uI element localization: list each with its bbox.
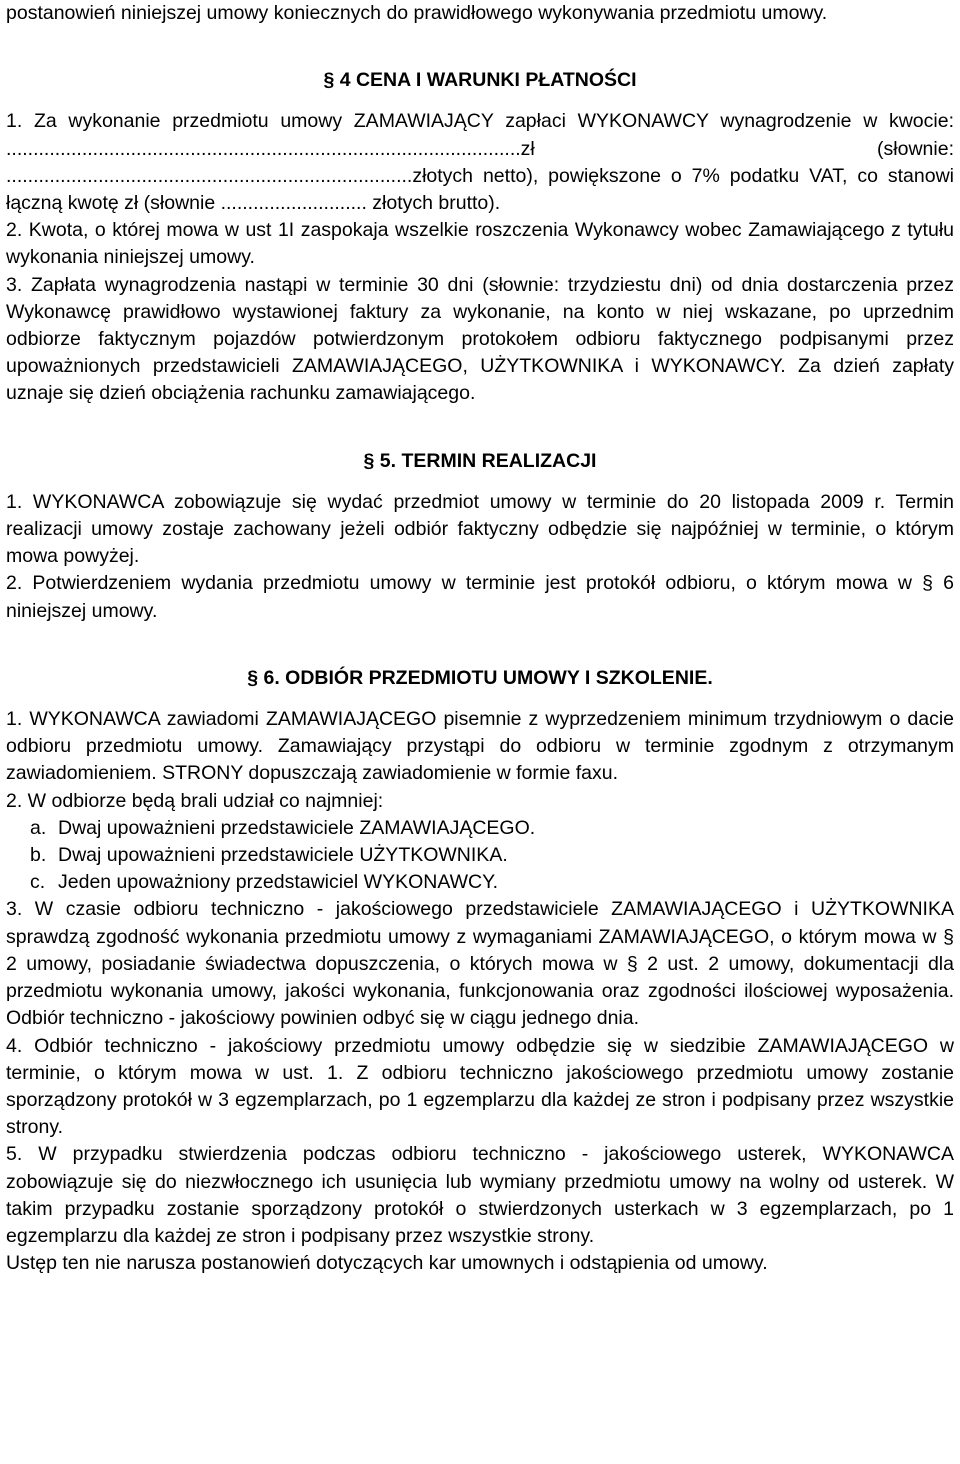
- section-6-paragraph-3: 3. W czasie odbioru techniczno - jakościowego przedstawiciele ZAMAWIAJĄCEGO i UŻYTKOWNIKA sprawdzą zgodność wykonania przedmiotu umowy z wymaganiami ZAMAWIAJĄCEGO, o którym mowa w § 2 umowy, posiadanie świadectwa dopuszczenia, o których mowa w § 2 ust. 2 umowy, dokumentacji dla przedmiotu wykonania umowy, jakości wykonania, funkcjonowania oraz zgodności ilościowej wyposażenia. Odbiór techniczno - jakościowy powinien odbyć się w ciągu jednego dnia.: [6, 898, 954, 1030]
- section-4-paragraph-1: 1. Za wykonanie przedmiotu umowy ZAMAWIAJĄCY zapłaci WYKONAWCY wynagrodzenie w kwocie: ...............................................................................................zł (słownie: ...........................................................................złotych netto), powiększone o 7% podatku VAT, co stanowi łączną kwotę zł (słownie ........................... złotych brutto).: [6, 110, 954, 215]
- list-item-text: Dwaj upoważnieni przedstawiciele ZAMAWIAJĄCEGO.: [58, 816, 536, 839]
- spacer: [6, 408, 954, 448]
- section-6-heading: § 6. ODBIÓR PRZEDMIOTU UMOWY I SZKOLENIE.: [247, 666, 713, 689]
- section-5-paragraph-2: 2. Potwierdzeniem wydania przedmiotu umowy w terminie jest protokół odbioru, o którym mowa w § 6 niniejszej umowy.: [6, 572, 954, 622]
- list-item: [30, 842, 954, 869]
- section-6-paragraph-2: 2. W odbiorze będą brali udział co najmniej:: [6, 789, 384, 812]
- section-4-paragraph-3: 3. Zapłata wynagrodzenia nastąpi w terminie 30 dni (słownie: trzydziestu dni) od dnia dostarczenia przez Wykonawcę prawidłowo wystawionej faktury za wykonanie, na konto w niej wskazane, po uprzednim odbiorze faktycznym pojazdów potwierdzonym protokołem odbioru faktycznego podpisanymi przez upoważnionych przedstawicieli ZAMAWIAJĄCEGO, UŻYTKOWNIKA i WYKONAWCY. Za dzień zapłaty uznaje się dzień obciążenia rachunku zamawiającego.: [6, 273, 954, 405]
- section-4-heading: § 4 CENA I WARUNKI PŁATNOŚCI: [323, 69, 637, 92]
- list-item-text: Dwaj upoważnieni przedstawiciele UŻYTKOWNIKA.: [58, 844, 508, 867]
- intro-paragraph: postanowień niniejszej umowy koniecznych do prawidłowego wykonywania przedmiotu umowy.: [6, 2, 828, 24]
- section-6-paragraph-4: 4. Odbiór techniczno - jakościowy przedmiotu umowy odbędzie się w siedzibie ZAMAWIAJĄCEGO w terminie, o którym mowa w ust. 1. Z odbioru techniczno jakościowego przedmiotu umowy zostanie sporządzony protokół w 3 egzemplarzach, po 1 egzemplarzu dla każdej ze stron i podpisany przez wszystkie strony.: [6, 1034, 954, 1139]
- list-item: [30, 869, 954, 896]
- spacer: [6, 692, 954, 706]
- spacer: [6, 475, 954, 489]
- list-item-label: c.: [30, 871, 46, 894]
- section-6-paragraph-1: 1. WYKONAWCA zawiadomi ZAMAWIAJĄCEGO pisemnie z wyprzedzeniem minimum trzydniowym o dacie odbioru przedmiotu umowy. Zamawiający przystąpi do odbioru w terminie zgodnym z otrzymanym zawiadomieniem. STRONY dopuszczają zawiadomienie w formie faxu.: [6, 708, 954, 785]
- section-4-paragraph-2: 2. Kwota, o której mowa w ust 1I zaspokaja wszelkie roszczenia Wykonawcy wobec Zamawiającego z tytułu wykonania niniejszej umowy.: [6, 219, 954, 269]
- section-5-heading: § 5. TERMIN REALIZACJI: [363, 449, 597, 472]
- spacer: [6, 625, 954, 665]
- section-5-paragraph-1: 1. WYKONAWCA zobowiązuje się wydać przedmiot umowy w terminie do 20 listopada 2009 r. Termin realizacji umowy zostaje zachowany jeżeli odbiór faktyczny odbędzie się najpóźniej w terminie, o którym mowa powyżej.: [6, 490, 954, 568]
- section-6-paragraph-6: Ustęp ten nie narusza postanowień dotyczących kar umownych i odstąpienia od umowy.: [6, 1252, 768, 1275]
- section-6-paragraph-5: 5. W przypadku stwierdzenia podczas odbioru techniczno - jakościowego usterek, WYKONAWCA zobowiązuje się do niezwłocznego ich usunięcia lub wymiany przedmiotu umowy na wolny od usterek. W takim przypadku zostanie sporządzony protokół o stwierdzonych usterkach w 3 egzemplarzach, po 1 egzemplarzu dla każdej ze stron i podpisany przez wszystkie strony.: [6, 1143, 954, 1247]
- list-item: [30, 815, 954, 842]
- list-item-text: Jeden upoważniony przedstawiciel WYKONAWCY.: [58, 871, 499, 894]
- spacer: [6, 94, 954, 108]
- list-item-label: a.: [30, 816, 47, 839]
- spacer: [6, 27, 954, 67]
- list-item-label: b.: [30, 844, 47, 867]
